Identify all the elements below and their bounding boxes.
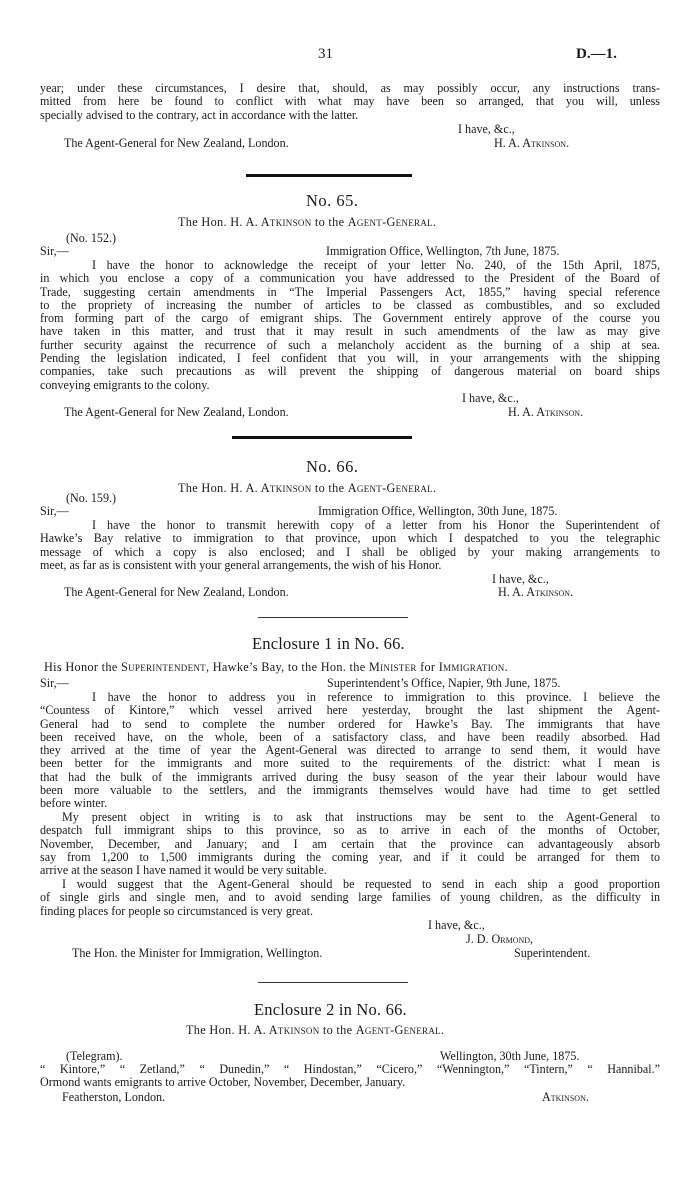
place-date: Wellington, 30th June, 1875. [440,1049,580,1063]
closing: I have, &c., [458,122,515,136]
telegram-label: (Telegram). [66,1049,123,1063]
place-date: Immigration Office, Wellington, 30th June, 1875. [318,504,558,518]
section-title: No. 65. [306,191,359,210]
text-line: Ormond wants emigrants to arrive October, November, December, January. [40,1075,406,1090]
text-line: companies, take such precautions as will prevent the shipping of dangerous material on board ships [40,364,660,379]
text-line: Pending the legislation indicated, I feel confident that you will, in your arrangements with the shipping [40,351,660,366]
addressee: The Agent-General for New Zealand, London. [64,136,289,150]
addressee: The Agent-General for New Zealand, London. [64,405,289,419]
signature: H. A. Atkinson. [508,405,584,419]
text-line: of single girls and single men, and to avoid sending large families of young children, as the difficulty in [40,890,660,905]
text-line: specially advised to the contrary, act in accordance with the latter. [40,107,359,122]
text-line: to the propriety of increasing the number of articles to be classed as combustibles, and so excluded [40,297,660,312]
section-subtitle [178,215,436,230]
signature: H. A. Atkinson. [494,136,570,150]
subtitle-text: for [420,660,436,674]
subtitle-recipient: Agent-General. [355,1023,445,1037]
text-line: say from 1,200 to 1,500 immigrants during the coming year, and if it could be arranged for them to [40,849,660,864]
text-line: been received have, on the whole, been of a satisfactory class, and have been readily absorbed. Had [40,729,660,744]
text-line: My present object in writing is to ask that instructions may be sent to the Agent-General to [62,810,660,824]
text-line: finding places for people so circumstanced is very great. [40,903,314,918]
text-line: in which you enclose a copy of a communication you have addressed to the President of the Board of [40,271,660,286]
subtitle-text: The Hon. [178,481,227,495]
text-line: conveying emigrants to the colony. [40,377,210,392]
text-line: “Countess of Kintore,” which vessel arrived here yesterday, brought the last shipment the Agent- [40,703,660,718]
salutation: Sir,— [40,504,69,518]
place-date: Superintendent’s Office, Napier, 9th June, 1875. [327,676,561,690]
closing: I have, &c., [492,572,549,586]
top-paragraph [40,82,660,122]
telegram-body [40,1063,660,1090]
enclosure-subtitle [186,1023,444,1038]
text-line: been more valuable to the settlers, and the immigrants themselves would have had time to get settled [40,783,660,798]
subtitle-text: to the [314,215,345,229]
salutation: Sir,— [40,244,69,258]
text-line: message of which a copy is also enclosed; and I shall be obliged by your making arrangements to [40,544,660,559]
text-line: I would suggest that the Agent-General should be requested to send in each ship a good proportion [62,877,660,891]
text-line: I have the honor to address you in reference to immigration to this province. I believe the [92,690,660,704]
letter-reference: (No. 159.) [66,491,117,505]
text-line: from forming part of the cargo of emigrant ships. The Government entirely approve of the course you [40,311,660,326]
text-line: that had the bulk of the immigrants arrived during the busy season of the year their labour would have [40,769,660,784]
signature: H. A. Atkinson. [498,585,574,599]
subtitle-text: His Honor the [44,660,118,674]
text-line: “ Kintore,” “ Zetland,” “ Dunedin,” “ Hindostan,” “Cicero,” “Wennington,” “Tintern,” “ Hannibal.” [40,1062,660,1076]
text-line: Trade, suggesting certain amendments in “The Imperial Passengers Act, 1855,” having special reference [40,284,660,299]
subtitle-text: to the [322,1023,353,1037]
text-line: despatch full immigrant ships to this province, so as to arrive in each of the months of October, [40,823,660,838]
text-line: General had to send to complete the number ordered for Hawke’s Bay. The immigrants that have [40,716,660,731]
signature: J. D. Ormond, [466,932,534,946]
subtitle-name: Superintendent, [120,660,210,674]
text-line: Hawke’s Bay relative to immigration to that province, upon which I despatched to you the telegraphic [40,531,660,546]
subtitle-name: H. A. Atkinson [230,215,312,229]
subtitle-text: to the [314,481,345,495]
text-line: November, December, and January; and I am certain that the province can advantageously absorb [40,836,660,851]
section-divider [258,617,408,618]
letter-reference: (No. 152.) [66,231,117,245]
subtitle-text: The Hon. [178,215,227,229]
letter-body [40,519,660,572]
letter-body-paragraph-3 [40,878,660,918]
text-line: year; under these circumstances, I desire that, should, as may possibly occur, any instructions trans- [40,81,660,95]
text-line: have taken in this matter, and trust that it may result in such amendments of the law as may give [40,324,660,339]
addressee: The Hon. the Minister for Immigration, Wellington. [72,946,323,960]
salutation: Sir,— [40,676,69,690]
signature: Atkinson. [542,1090,589,1104]
section-subtitle [178,481,436,496]
subtitle-text: The Hon. [186,1023,235,1037]
addressee: Featherston, London. [62,1090,166,1104]
text-line: arrive at the season I have named it would be very suitable. [40,863,327,878]
subtitle-recipient: Agent-General. [347,481,437,495]
document-code: D.—1. [576,46,617,62]
text-line: meet, as far as is consistent with your general arrangements, the wish of his Honor. [40,557,442,572]
closing: I have, &c., [462,391,519,405]
subtitle-recipient: Agent-General. [347,215,437,229]
subtitle-name: H. A. Atkinson [238,1023,320,1037]
subtitle-recipient: Minister [368,660,417,674]
subtitle-text: Hawke’s Bay, to the Hon. the [212,660,366,674]
place-date: Immigration Office, Wellington, 7th June, 1875. [326,244,560,258]
letter-body-paragraph-1 [40,691,660,811]
section-title: No. 66. [306,457,359,476]
section-divider [258,982,408,983]
text-line: I have the honor to acknowledge the receipt of your letter No. 240, of the 15th April, 1875, [92,258,660,272]
subtitle-recipient: Immigration. [438,660,508,674]
text-line: mitted from here be found to conflict with what may have been so arranged, that you will, unless [40,94,660,109]
closing: I have, &c., [428,918,485,932]
letter-body [40,259,660,392]
enclosure-subtitle [44,660,508,675]
signature-title: Superintendent. [514,946,591,960]
text-line: further security against the recurrence of such a melancholy accident as the burning of a ship at sea. [40,337,660,352]
text-line: they arrived at the time of year the Agent-General was directed to arrange to send them, it would have [40,743,660,758]
addressee: The Agent-General for New Zealand, London. [64,585,289,599]
letter-body-paragraph-2 [40,811,660,877]
text-line: been better for the immigrants and more suited to the requirements of the district: what I mean is [40,756,660,771]
enclosure-title: Enclosure 1 in No. 66. [252,634,405,653]
subtitle-name: H. A. Atkinson [230,481,312,495]
section-divider [232,436,412,439]
section-divider [246,174,412,177]
text-line: before winter. [40,796,108,811]
text-line: I have the honor to transmit herewith copy of a letter from his Honor the Superintendent of [92,518,660,532]
enclosure-title: Enclosure 2 in No. 66. [254,1000,407,1019]
page-number: 31 [318,46,333,62]
